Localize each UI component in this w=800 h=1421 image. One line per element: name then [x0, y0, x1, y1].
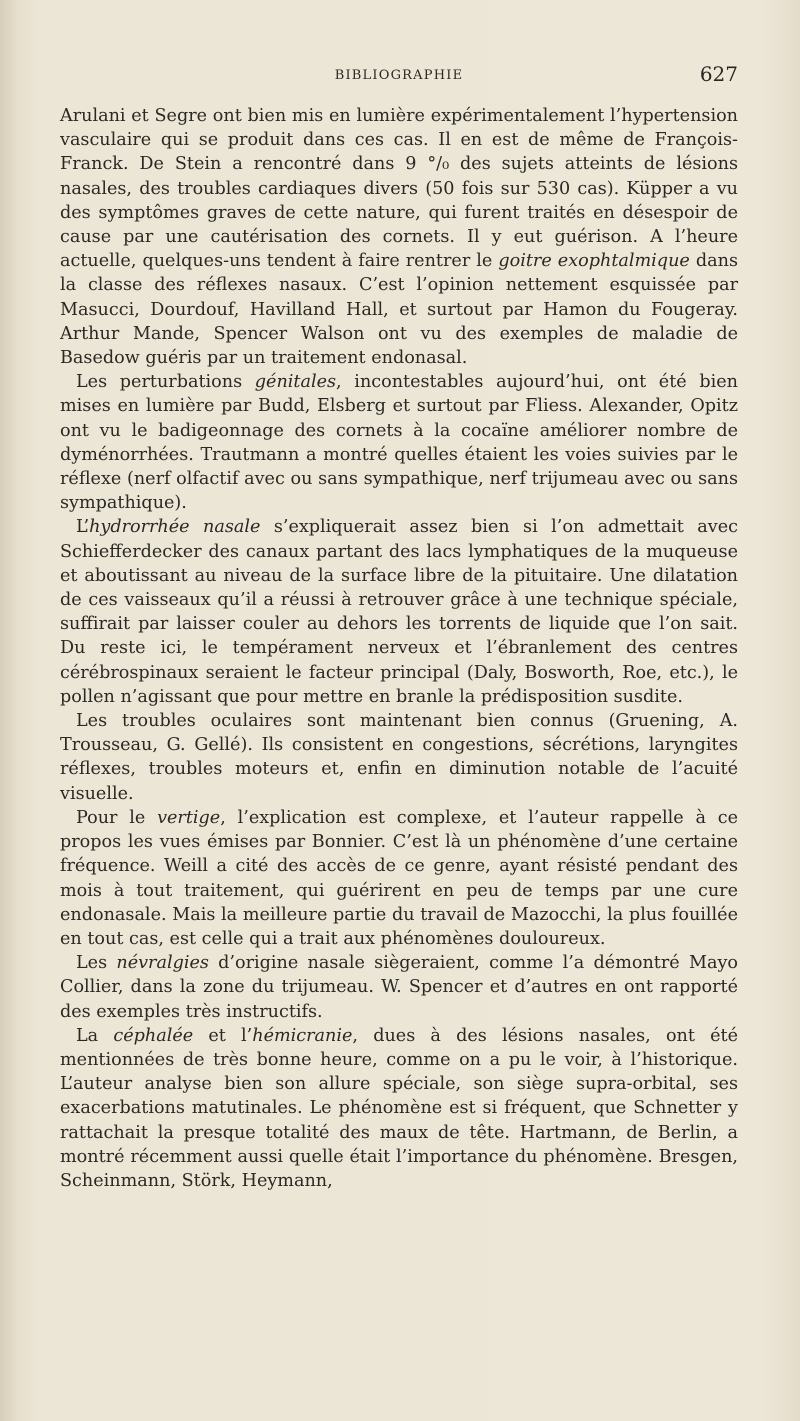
- text-run: , dues à des lésions nasales, ont été mentionnées de très bonne heure, comme on a pu le voir, à l’historique. L’auteur analyse bien son allure spéciale, son siège supra-orbital, ses exacerbations matutinales. Le phénomène est si fréquent, que Schnetter y rattachait la presque totalité des maux de tête. Hartmann, de Berlin, a montré récemment aussi quelle était l’importance du phénomène. Bresgen, Scheinmann, Störk, Heymann,: [60, 1025, 739, 1191]
- paragraph-genital: [60, 370, 738, 515]
- text-run: , l’explication est complexe, et l’auteur rappelle à ce propos les vues émises par Bonnier. C’est là un phénomène d’une certaine fréquence. Weill a cité des accès de ce genre, ayant résisté pendant des mois à tout traitement, qui guérirent en peu de temps par une cure endonasale. Mais la meilleure partie du travail de Mazocchi, la plus fouillée en tout cas, est celle qui a trait aux phénomènes douloureux.: [60, 807, 738, 949]
- italic-term: hydrorrhée nasale: [89, 517, 261, 538]
- paragraph-ocular: [60, 709, 738, 806]
- text-run: Pour le: [76, 807, 158, 828]
- text-run: s’expliquerait assez bien si l’on admettait avec Schiefferdecker des canaux partant des lacs lymphatiques de la muqueuse et aboutissant au niveau de la surface libre de la pituitaire. Une dilatation de ces vaisseaux qu’il a réussi à retrouver grâce à une technique spéciale, suffirait par laisser couler au dehors les torrents de liquide que l’on sait. Du reste ici, le tempérament nerveux et l’ébranlement des centres cérébrospinaux seraient le facteur principal (Daly, Bosworth, Roe, etc.), le pollen n’agissant que pour mettre en branle la prédisposition susdite.: [60, 517, 739, 707]
- text-run: La: [76, 1025, 114, 1046]
- body-text: [60, 104, 738, 1193]
- italic-term: génitales: [254, 372, 337, 393]
- text-run: , incontestables aujourd’hui, ont été bien mises en lumière par Budd, Elsberg et surtout par Fliess. Alexander, Opitz ont vu le badigeonnage des cornets à la cocaïne améliorer nombre de dyménorrhées. Trautmann a montré quelles étaient les voies suivies par le réflexe (nerf olfactif avec ou sans sympathique, nerf trijumeau avec ou sans sympathique).: [60, 372, 739, 514]
- italic-term: névralgies: [116, 953, 209, 974]
- text-run: L’: [76, 517, 90, 538]
- paragraph-hydrorrhea: [60, 515, 738, 709]
- italic-term: goitre exophtalmique: [498, 251, 690, 272]
- paragraph-headache: [60, 1024, 738, 1193]
- paragraph-cardiac: [60, 104, 738, 370]
- italic-term: vertige: [157, 807, 221, 828]
- text-run: et l’: [193, 1025, 253, 1046]
- text-run: Les perturbations: [76, 372, 255, 393]
- text-run: Les: [76, 953, 117, 974]
- text-run: Les troubles oculaires sont maintenant bien connus (Gruening, A. Trousseau, G. Gellé). Ils consistent en congestions, sécrétions, laryngites réflexes, troubles moteurs et, enfin en diminution notable de l’acuité visuelle.: [60, 711, 738, 804]
- page-header: [60, 62, 738, 88]
- italic-term: hémicranie: [252, 1025, 353, 1046]
- text-run: Arulani et Segre ont bien mis en lumière expérimentalement l’hypertension vasculaire qui se produit dans ces cas. Il en est de même de François-Franck. De Stein a rencontré dans 9 °/₀ des sujets atteints de lésions nasales, des troubles cardiaques divers (50 fois sur 530 cas). Küpper a vu des symptômes graves de cette nature, qui furent traités en désespoir de cause par une cautérisation des cornets. Il y eut guérison. A l’heure actuelle, quelques-uns tendent à faire rentrer le: [60, 106, 738, 272]
- paragraph-neuralgia: [60, 951, 738, 1024]
- page-number: 627: [699, 62, 738, 86]
- text-run: dans la classe des réflexes nasaux. C’est l’opinion nettement esquissée par Masucci, Dourdouf, Havilland Hall, et surtout par Hamon du Fougeray. Arthur Mande, Spencer Walson ont vu des exemples de maladie de Basedow guéris par un traitement endonasal.: [60, 251, 738, 369]
- running-head: BIBLIOGRAPHIE: [334, 68, 464, 83]
- italic-term: céphalée: [113, 1025, 194, 1046]
- text-run: d’origine nasale siègeraient, comme l’a démontré Mayo Collier, dans la zone du trijumeau. W. Spencer et d’autres en ont rapporté des exemples très instructifs.: [60, 953, 738, 1022]
- paragraph-vertigo: [60, 806, 738, 951]
